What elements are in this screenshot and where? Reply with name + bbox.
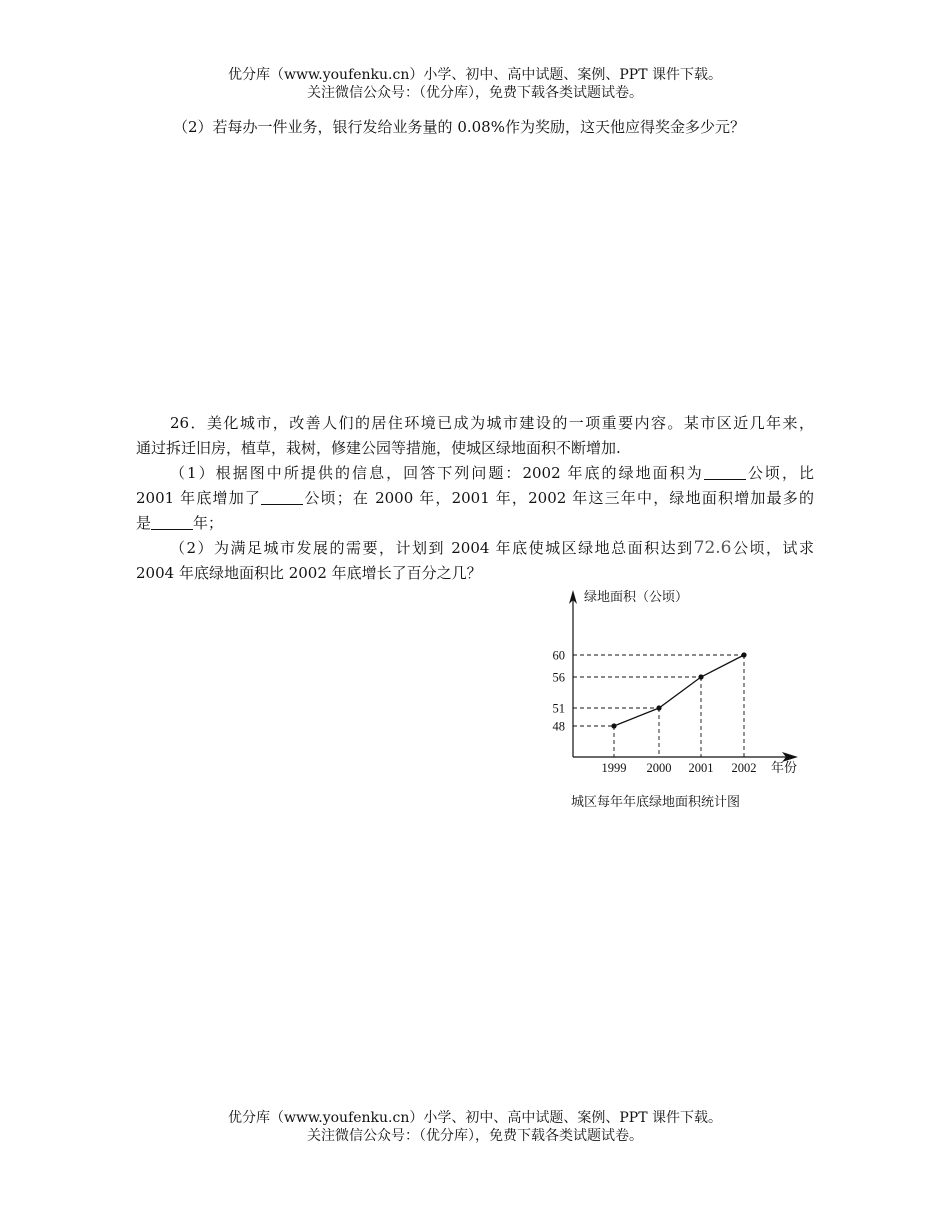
footer-line-1: 优分库（www.youfenku.cn）小学、初中、高中试题、案例、PPT 课件下载。 — [227, 1110, 722, 1126]
answer-blank-2[interactable] — [261, 489, 303, 505]
y-tick-56: 56 — [552, 670, 565, 685]
question-25-part-2: （2）若每办一件业务，银行发给业务量的 0.08%作为奖励，这天他应得奖金多少元？ — [173, 118, 745, 136]
part-1-text-c: 2001 年底增加了 — [136, 489, 262, 507]
y-axis-label: 绿地面积（公顷） — [584, 590, 689, 605]
question-26-part-1-line-3 — [136, 513, 223, 533]
y-tick-48: 48 — [552, 719, 565, 734]
question-26-part-1-line-2 — [136, 488, 814, 508]
header-line-2: 关注微信公众号：（优分库），免费下载各类试题试卷。 — [307, 85, 643, 101]
series-line — [614, 655, 744, 726]
x-tick-2001: 2001 — [688, 761, 714, 775]
part-1-text-a: （1）根据图中所提供的信息，回答下列问题：2002 年底的绿地面积为 — [170, 464, 704, 482]
answer-blank-3[interactable] — [151, 514, 193, 530]
question-26-part-2-line-1 — [136, 538, 814, 558]
part-2-text-a: （2）为满足城市发展的需要，计划到 2004 年底使城区绿地总面积达到 — [170, 539, 694, 557]
x-tick-1999: 1999 — [601, 761, 627, 775]
part-1-text-d: 公顷；在 2000 年，2001 年，2002 年这三年中，绿地面积增加最多的 — [303, 489, 814, 507]
part-2-text-b: 公顷，试求 — [731, 539, 814, 557]
part-1-text-b: 公顷，比 — [745, 464, 814, 482]
header-line-1: 优分库（www.youfenku.cn）小学、初中、高中试题、案例、PPT 课件下载。 — [227, 67, 722, 83]
question-26-intro-line-2: 通过拆迁旧房，植草，栽树，修建公园等措施，使城区绿地面积不断增加. — [136, 439, 621, 457]
chart-caption: 城区每年年底绿地面积统计图 — [571, 795, 741, 810]
part-1-text-f: 年； — [193, 514, 224, 532]
x-tick-2000: 2000 — [646, 761, 672, 775]
question-26-part-2-line-2: 2004 年底绿地面积比 2002 年底增长了百分之几？ — [136, 564, 482, 582]
data-point-1999 — [611, 723, 616, 728]
data-point-2002 — [741, 652, 746, 657]
x-axis-label: 年份 — [771, 761, 798, 776]
part-1-text-e: 是 — [136, 514, 152, 532]
part-2-target-value: 72.6 — [693, 538, 732, 558]
green-area-line-chart — [530, 582, 810, 787]
data-point-2000 — [656, 705, 661, 710]
footer-line-2: 关注微信公众号：（优分库），免费下载各类试题试卷。 — [307, 1128, 643, 1144]
x-tick-2002: 2002 — [731, 761, 757, 775]
question-26-intro-line-1: 26．美化城市，改善人们的居住环境已成为城市建设的一项重要内容。某市区近几年来， — [170, 414, 814, 432]
question-26-part-1-line-1 — [136, 463, 814, 483]
y-tick-60: 60 — [552, 648, 565, 663]
y-tick-51: 51 — [552, 701, 565, 716]
answer-blank-1[interactable] — [704, 464, 746, 480]
data-point-2001 — [698, 674, 703, 679]
